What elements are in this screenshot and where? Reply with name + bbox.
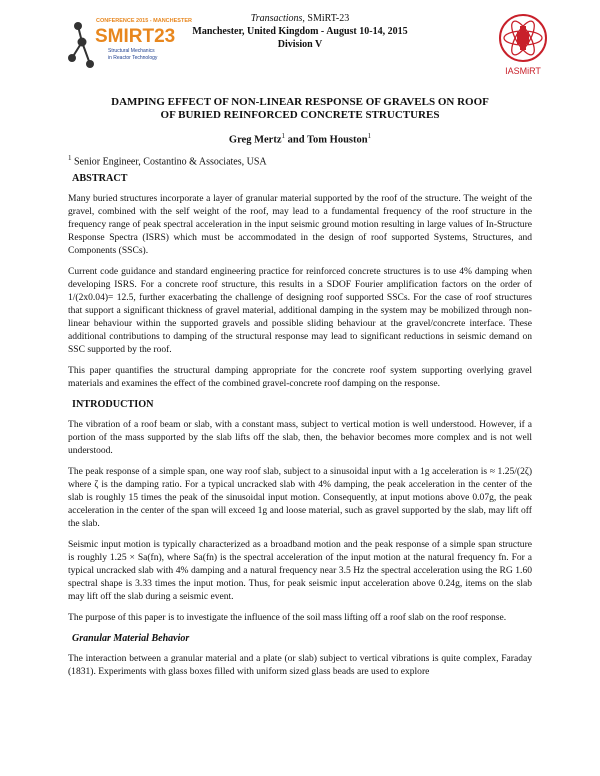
abstract-paragraph-3: This paper quantifies the structural damping appropriate for the concrete roof system supporting overlying gravel materials and examines the effect of the combined gravel-concrete roof damping on the response. (68, 365, 532, 389)
journal-name: Transactions (250, 13, 303, 24)
conference-header (186, 12, 414, 51)
iasmirt-label: IASMiRT (505, 66, 541, 76)
granular-heading: Granular Material Behavior (72, 633, 190, 644)
conference-name: , SMiRT-23 (302, 13, 350, 24)
introduction-paragraph-1: The vibration of a roof beam or slab, with a constant mass, subject to vertical motion is well understood. However, if a portion of the mass supported by the slab lifts off the slab, then, the behavior becomes more complex and is not well understood. (68, 419, 532, 456)
granular-paragraph-1: The interaction between a granular material and a plate (or slab) subject to vertical vibrations is quite complex, Faraday (1831). Experiments with glass boxes filled with uniform sized glass beads are used to explore (68, 653, 532, 677)
paper-body (68, 172, 532, 686)
authors-and: and (284, 134, 307, 146)
iasmirt-logo (497, 12, 549, 80)
author-2: Tom Houston (306, 134, 368, 146)
author-1-sup: 1 (281, 132, 285, 140)
affiliation (68, 154, 267, 167)
title-line-2: OF BURIED REINFORCED CONCRETE STRUCTURES (160, 109, 440, 121)
author-2-sup: 1 (367, 132, 372, 140)
author-1: Greg Mertz (228, 134, 282, 146)
logo-top-text: CONFERENCE 2015 - MANCHESTER (96, 18, 192, 24)
abstract-paragraph-2: Current code guidance and standard engineering practice for reinforced concrete structures is to use 4% damping when developing ISRS. For a concrete roof structure, this results in a SDOF Fourier amplification factors on the order of 1/(2x0.04)= 12.5, further exacerbating the challenge of designing roof supported SSCs. For the case of roof structures that support a significant thickness of gravel material, additional damping in the system may be mobilized through non-linear behaviour within the supported gravels and possible sliding behaviour at the gravel/concrete interface. These additional contributions to damping of the structural response may lead to significant reductions in seismic demand on SSC supported by the roof. (68, 266, 532, 355)
paper-title (60, 96, 540, 122)
abstract-heading: ABSTRACT (72, 173, 128, 184)
introduction-paragraph-4: The purpose of this paper is to investigate the influence of the soil mass lifting off a roof slab on the roof response. (68, 612, 507, 623)
introduction-heading: INTRODUCTION (72, 399, 154, 410)
introduction-paragraph-2: The peak response of a simple span, one way roof slab, subject to a sinusoidal input with a 1g acceleration is ≈ 1.25/(2ζ) where ζ is the damping ratio. For a typical uncracked slab with 4% damping, the peak acceleration in the center of the slab is roughly 15 times the peak of the sinusoidal input motion. Consequently, at input motions above 0.07g, the peak acceleration in the center of the span will exceed 1g and loose material, such as gravel supported by the slab, may lift off the slab. (68, 466, 532, 529)
introduction-paragraph-3: Seismic input motion is typically characterized as a broadband motion and the peak response of a simple span structure is roughly 1.25 × Sa(fn), where Sa(fn) is the spectral acceleration of the input motion at the natural frequency fn. For a typical uncracked slab with 4% damping and a natural frequency near 3.5 Hz the spectral acceleration using the RG 1.60 spectral shape is 3.33 times the input motion. Thus, for peak seismic input acceleration above 0.24g, items on the slab may lift off the slab during a seismic event. (68, 539, 532, 602)
smirt23-logo (66, 12, 192, 78)
affiliation-sup: 1 (68, 154, 72, 162)
authors (60, 132, 540, 146)
logo-sub-text-1: Structural Mechanics (108, 48, 155, 54)
affiliation-text: Senior Engineer, Costantino & Associates, USA (71, 156, 267, 168)
logo-main-text: SMIRT23 (95, 26, 176, 47)
conference-division: Division V (277, 39, 323, 50)
abstract-paragraph-1: Many buried structures incorporate a layer of granular material supported by the roof of the structure. The weight of the gravel, combined with the self weight of the roof, may lead to a fundamental frequency of the roof structure in the frequency range of peak spectral acceleration in the input seismic ground motion resulting in large values of In-Structure Response Spectra (ISRS) which must be accommodated in the design of roof supported Systems, Structures, and Components (SSCs). (68, 193, 532, 256)
title-line-1: DAMPING EFFECT OF NON-LINEAR RESPONSE OF GRAVELS ON ROOF (111, 96, 489, 108)
logo-sub-text-2: in Reactor Technology (108, 55, 158, 61)
conference-location: Manchester, United Kingdom - August 10-14, 2015 (192, 26, 408, 37)
